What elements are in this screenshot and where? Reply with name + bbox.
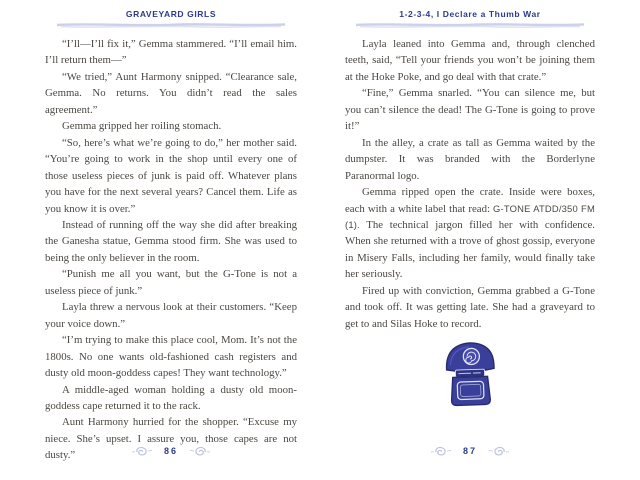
- paragraph-text: Gemma ripped open the crate. Inside were boxes, each with a white label that read:: [345, 186, 595, 215]
- paragraph: Fired up with conviction, Gemma grabbed a G-Tone and took off. It was getting late. She had a graveyard to get to and Silas Hoke to record.: [345, 284, 595, 330]
- flourish-icon: [131, 445, 153, 457]
- paragraph: A middle-aged woman holding a dusty old moon-goddess cape returned it to the rack.: [45, 383, 297, 412]
- page-footer-right: [345, 442, 595, 460]
- paragraph: In the alley, a crate as tall as Gemma waited by the dumpster. It was branded with the Borderlyne Paranormal logo.: [345, 136, 595, 182]
- illustration-wrap: [345, 337, 595, 414]
- page-text-right: [345, 36, 595, 332]
- paragraph-text: The technical jargon filled her with confidence. When she returned with a trove of ghost gossip, everyone in Misery Falls, including her family, would finally take her seriously.: [345, 218, 595, 281]
- page-number: 87: [462, 446, 477, 457]
- header-divider: [55, 22, 287, 29]
- paragraph: [345, 184, 595, 283]
- page-footer-left: [45, 442, 297, 460]
- flourish-icon: [189, 445, 211, 457]
- flourish-icon: [430, 445, 452, 457]
- paragraph: “So, here’s what we’re going to do,” her mother said. “You’re going to work in the shop until every one of those useless pieces of junk is paid off. Whatever plans you have for the next several years? Cancel them. Life as you know it is over.”: [45, 136, 297, 215]
- device-label-text: G-TONE ATDD/350 FM (1).: [345, 202, 595, 230]
- paragraph: “I’m trying to make this place cool, Mom. It’s not the 1800s. No one wants old-fashioned cash registers and dusty old moon-goddess capes! They want technology.”: [45, 334, 297, 380]
- page-right: [320, 0, 640, 480]
- running-head-left: GRAVEYARD GIRLS: [125, 9, 217, 19]
- paragraph: “Punish me all you want, but the G-Tone is not a useless piece of junk.”: [45, 268, 297, 297]
- paragraph: “I’ll—I’ll fix it,” Gemma stammered. “I’ll email him. I’ll return them—”: [45, 38, 297, 67]
- paragraph: Layla threw a nervous look at their customers. “Keep your voice down.”: [45, 301, 297, 330]
- running-head-right: 1-2-3-4, I Declare a Thumb War: [399, 9, 541, 19]
- paragraph: Aunt Harmony hurried for the shopper. “Excuse my niece. She’s upset. I assure you, those capes are not dusty.”: [45, 416, 297, 462]
- paragraph: Layla leaned into Gemma and, through clenched teeth, said, “Tell your friends you won’t be joining them at the Hoke Poke, and go deal with that crate.”: [345, 38, 595, 83]
- flourish-icon: [488, 445, 510, 457]
- paragraph: Instead of running off the way she did after breaking the Ganesha statue, Gemma stood firm. She was used to being the only believer in the room.: [45, 218, 297, 264]
- paragraph: Gemma gripped her roiling stomach.: [62, 120, 222, 133]
- paragraph: “We tried,” Aunt Harmony snipped. “Clearance sale, Gemma. No returns. You didn’t read the sales agreement.”: [45, 70, 297, 116]
- paragraph: “Fine,” Gemma snarled. “You can silence me, but you can’t silence the dead! The G-Tone is going to prove it!”: [345, 87, 595, 133]
- page-number: 86: [163, 446, 178, 457]
- page-text-left: [45, 36, 297, 464]
- header-divider: [354, 22, 586, 29]
- g-tone-device-illustration: [439, 337, 501, 409]
